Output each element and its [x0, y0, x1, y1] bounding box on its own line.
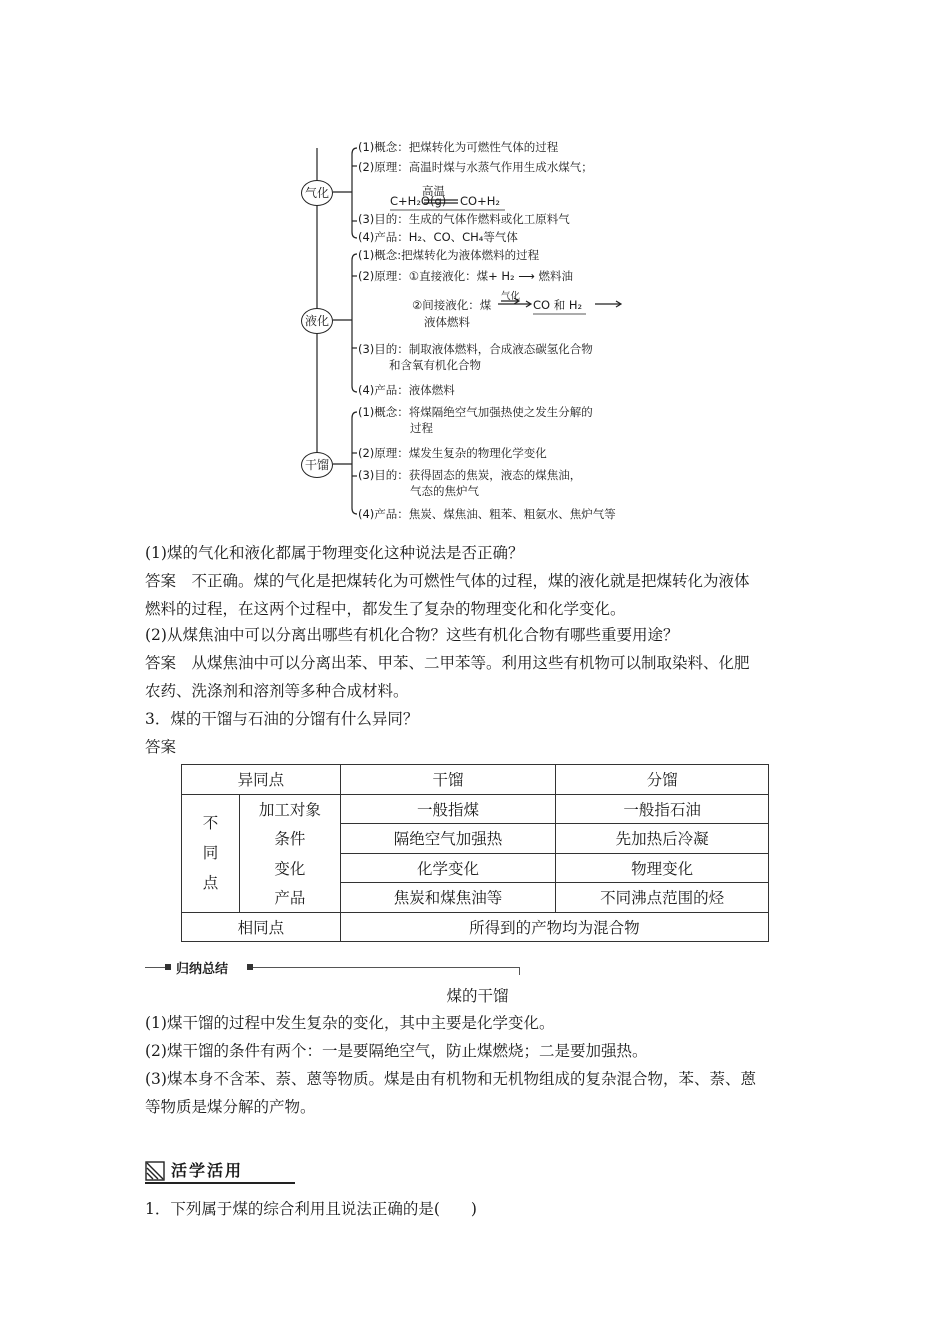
gasify-node: 气化: [301, 180, 333, 206]
summary-heading-bar: [145, 958, 520, 976]
row-dry-value: 化学变化: [340, 853, 556, 883]
coal-processing-diagram: [290, 128, 650, 528]
gasify-arrow-label: 气化: [501, 291, 521, 302]
equation-left: C+H₂O(g): [390, 194, 447, 208]
answer-3-label: 答案: [145, 738, 177, 756]
summary-line-2: (2)煤干馏的条件有两个：一是要隔绝空气，防止煤燃烧；二是要加强热。: [145, 1042, 648, 1060]
gasify-item-1: (1)概念：把煤转化为可燃性气体的过程: [358, 140, 559, 154]
dry-distillation-node: 干馏: [301, 452, 333, 478]
table-row: [182, 794, 769, 824]
answer-1-line-2: 燃料的过程，在这两个过程中，都发生了复杂的物理变化和化学变化。: [145, 600, 626, 618]
summary-line-1: (1)煤干馏的过程中发生复杂的变化，其中主要是化学变化。: [145, 1014, 555, 1032]
summary-title: 煤的干馏: [446, 987, 509, 1005]
table-header-fractional: 分馏: [556, 765, 769, 795]
liquefy-item-1: (1)概念:把煤转化为液体燃料的过程: [358, 248, 540, 262]
row-fractional-value: 物理变化: [556, 853, 769, 883]
row-fractional-value: 不同沸点范围的烃: [556, 883, 769, 913]
table-header-aspect: 异同点: [182, 765, 341, 795]
row-label: 条件: [239, 824, 340, 854]
row-label: 产品: [239, 883, 340, 913]
answer-1-line-1: 答案 不正确。煤的气化是把煤转化为可燃性气体的过程，煤的液化就是把煤转化为液体: [145, 572, 750, 590]
question-3: 3．煤的干馏与石油的分馏有什么异同？: [145, 710, 419, 728]
liquefy-node: 液化: [301, 308, 333, 334]
dry-item-4: (4)产品：焦炭、煤焦油、粗苯、粗氨水、焦炉气等: [358, 507, 616, 521]
dry-item-3b: 气态的焦炉气: [410, 484, 479, 498]
summary-heading: 归纳总结: [173, 958, 231, 977]
gasify-item-2: (2)原理：高温时煤与水蒸气作用生成水煤气；: [358, 160, 593, 174]
practice-heading: 活学活用: [171, 1161, 244, 1180]
answer-2-line-2: 农药、洗涤剂和溶剂等多种合成材料。: [145, 682, 409, 700]
table-row: [182, 883, 769, 913]
gasify-item-3: (3)目的：生成的气体作燃料或化工原料气: [358, 212, 570, 226]
dry-item-2: (2)原理：煤发生复杂的物理化学变化: [358, 446, 547, 460]
dry-item-3a: (3)目的：获得固态的焦炭，液态的煤焦油，: [358, 468, 582, 482]
equation-right: CO+H₂: [460, 194, 500, 208]
practice-question-1: 1．下列属于煤的综合利用且说法正确的是( ): [145, 1200, 477, 1218]
same-label: 相同点: [182, 912, 341, 942]
practice-icon: [145, 1160, 167, 1182]
gasify-item-4: (4)产品：H₂、CO、CH₄等气体: [358, 230, 518, 244]
liquefy-item-3a: (3)目的：制取液体燃料，合成液态碳氢化合物: [358, 342, 593, 356]
question-1: (1)煤的气化和液化都属于物理变化这种说法是否正确？: [145, 544, 524, 562]
liquefy-item-2b: ②间接液化：煤: [412, 298, 492, 312]
summary-rule-end: [519, 967, 520, 975]
table-row: [182, 824, 769, 854]
summary-line-3: (3)煤本身不含苯、萘、蒽等物质。煤是由有机物和无机物组成的复杂混合物，苯、萘、蒽: [145, 1070, 756, 1088]
dry-item-1b: 过程: [410, 421, 433, 435]
row-fractional-value: 先加热后冷凝: [556, 824, 769, 854]
square-bullet-icon: [165, 964, 171, 970]
row-dry-value: 焦炭和煤焦油等: [340, 883, 556, 913]
table-row: [182, 853, 769, 883]
row-label: 变化: [239, 853, 340, 883]
row-fractional-value: 一般指石油: [556, 794, 769, 824]
equation-condition: 高温: [422, 184, 445, 198]
liquefy-item-4: (4)产品：液体燃料: [358, 383, 455, 397]
table-row-same: [182, 912, 769, 942]
row-dry-value: 隔绝空气加强热: [340, 824, 556, 854]
answer-2-line-1: 答案 从煤焦油中可以分离出苯、甲苯、二甲苯等。利用这些有机物可以制取染料、化肥: [145, 654, 750, 672]
summary-line-4: 等物质是煤分解的产物。: [145, 1098, 316, 1116]
comparison-table: [181, 764, 769, 942]
dry-item-1a: (1)概念：将煤隔绝空气加强热使之发生分解的: [358, 405, 593, 419]
table-header-row: [182, 765, 769, 795]
liquefy-item-2c: 液体燃料: [424, 315, 470, 329]
practice-underline: [145, 1182, 295, 1184]
table-header-dry: 干馏: [340, 765, 556, 795]
liquefy-co-h2: CO 和 H₂: [533, 298, 583, 312]
same-value: 所得到的产物均为混合物: [340, 912, 768, 942]
diff-label: 不 同 点: [182, 794, 240, 912]
summary-rule-right: [253, 967, 519, 968]
row-dry-value: 一般指煤: [340, 794, 556, 824]
row-label: 加工对象: [239, 794, 340, 824]
liquefy-item-3b: 和含氧有机化合物: [389, 358, 481, 372]
question-2: (2)从煤焦油中可以分离出哪些有机化合物？这些有机化合物有哪些重要用途？: [145, 626, 679, 644]
liquefy-item-2: (2)原理：①直接液化：煤+ H₂ ⟶ 燃料油: [358, 269, 573, 283]
practice-heading-bar: [145, 1158, 295, 1184]
